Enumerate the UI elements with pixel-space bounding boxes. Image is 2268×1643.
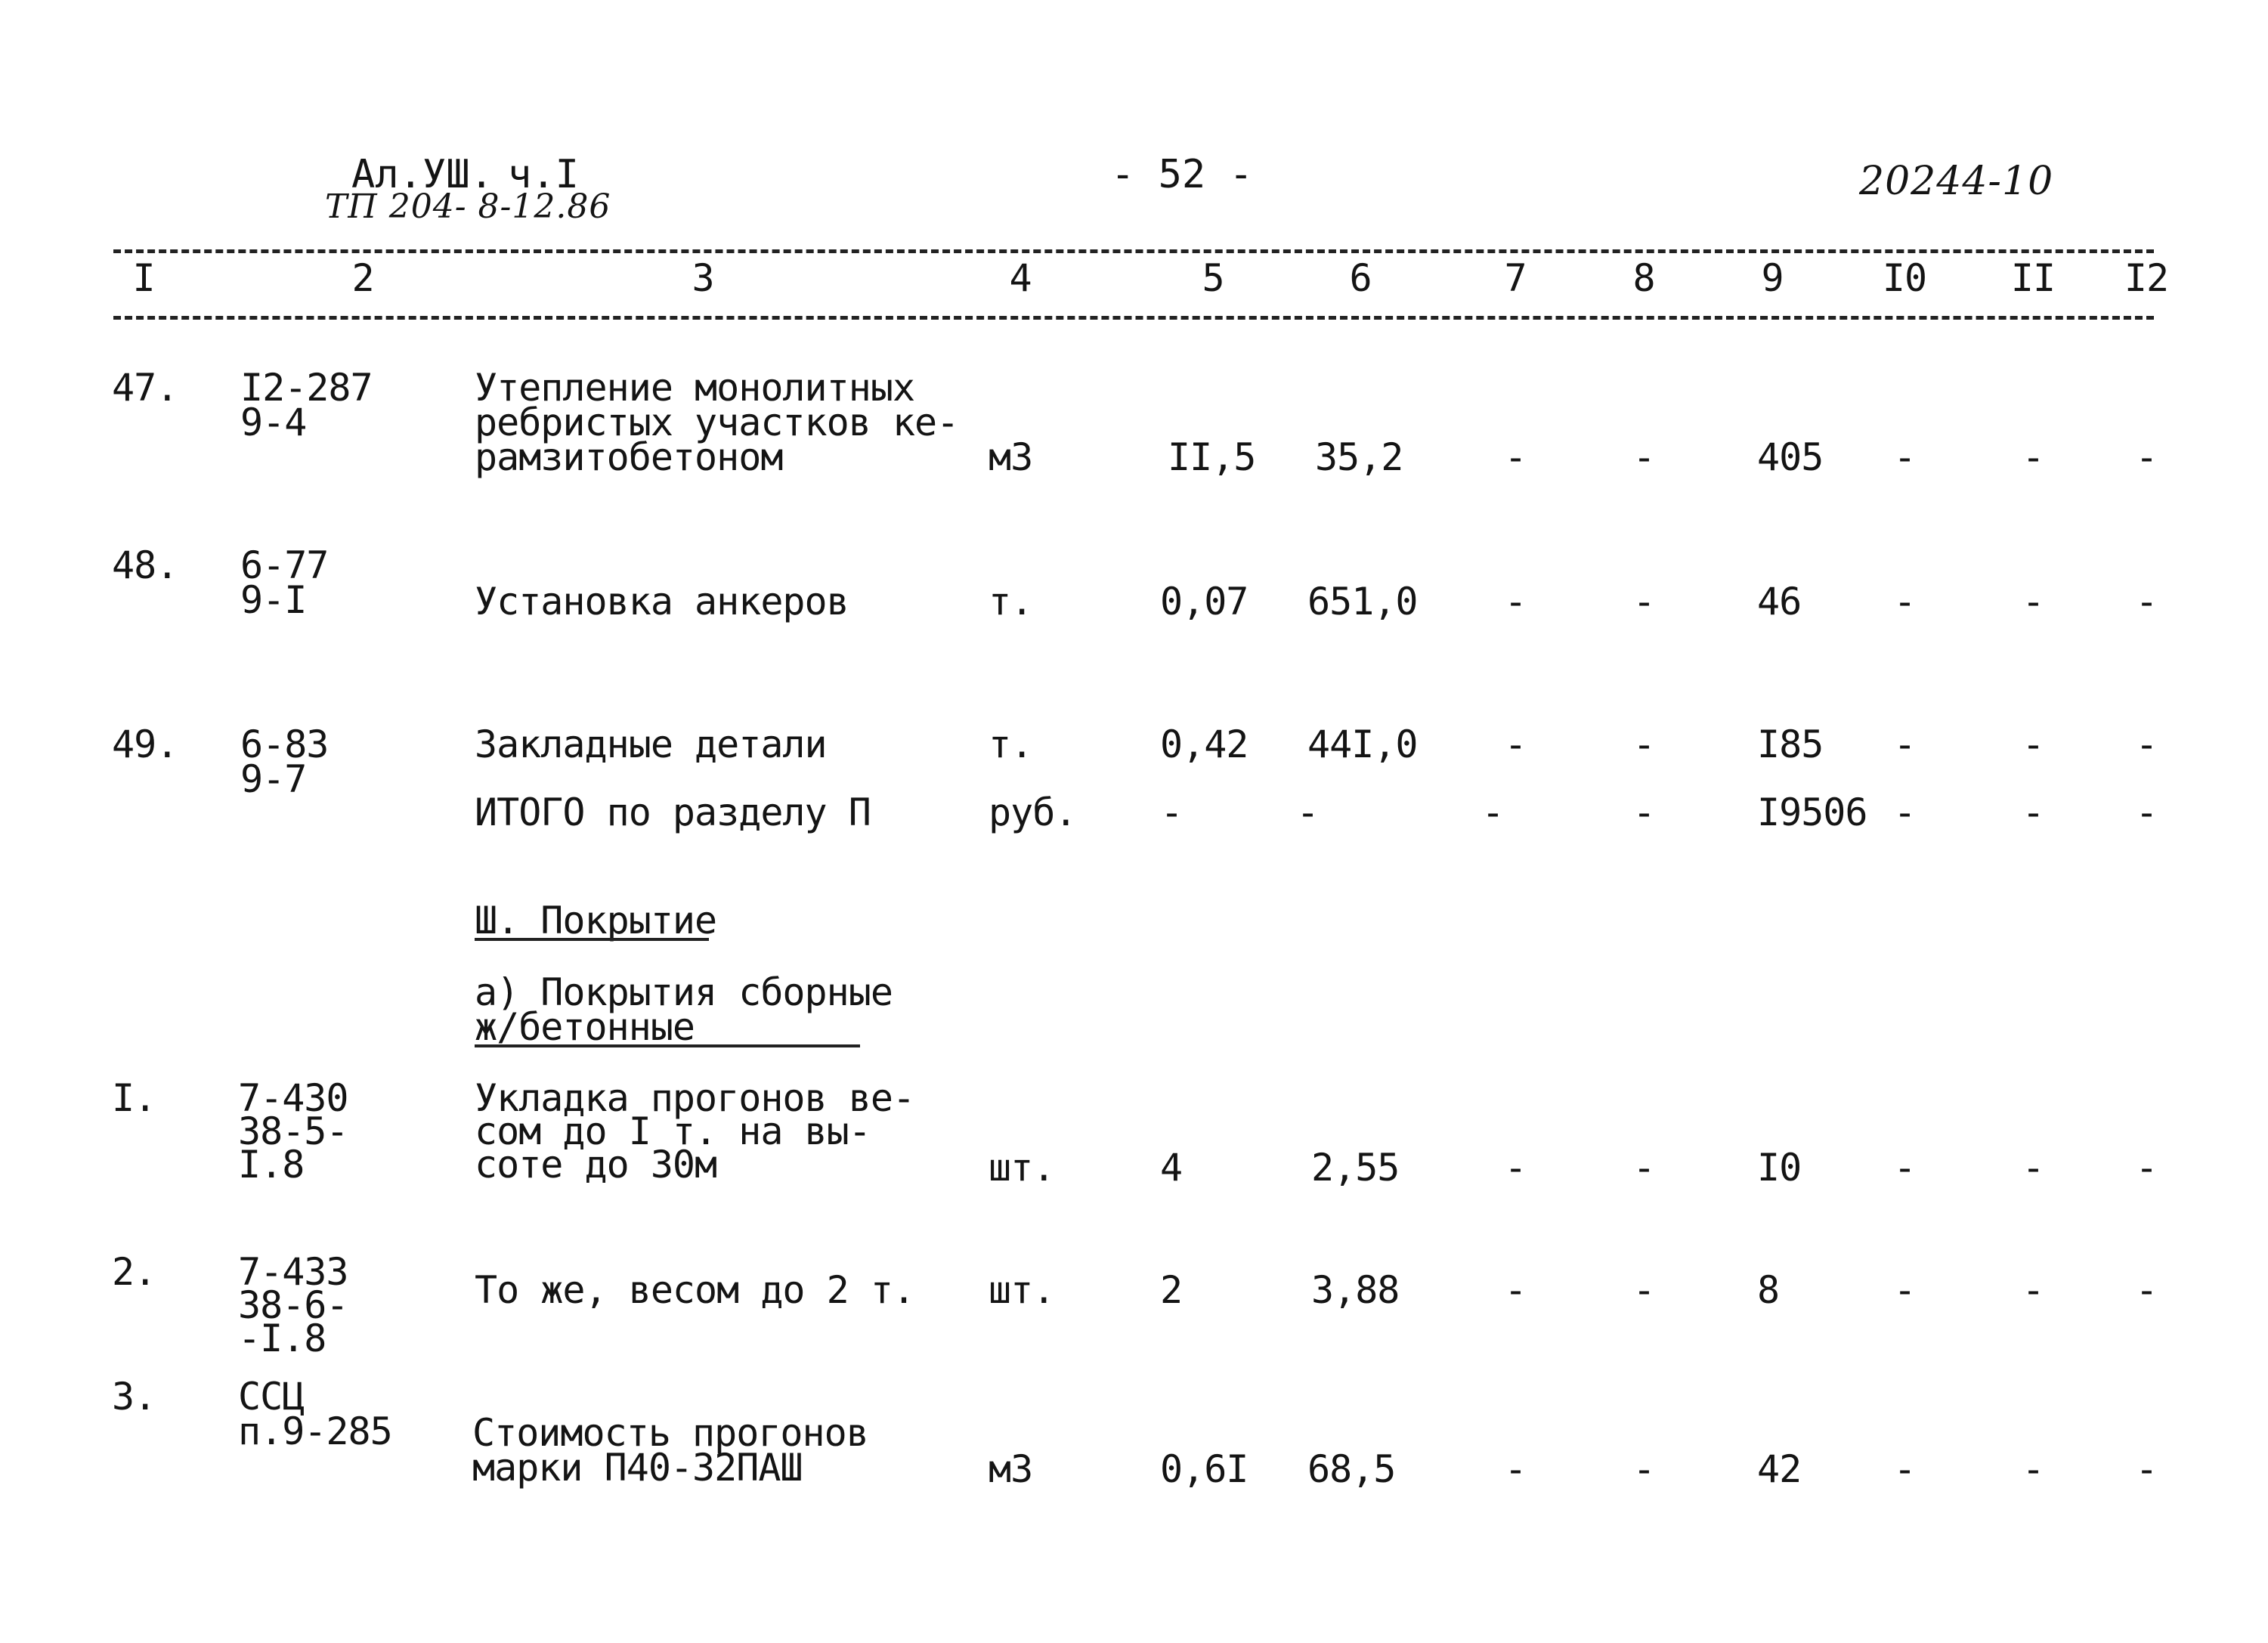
col-header-1: I [132,256,155,300]
unit: м3 [989,435,1033,479]
quantity: II,5 [1168,435,1256,479]
rate-code: 7-430 [238,1076,348,1120]
rate-code: I2-287 [240,366,373,410]
unit-cost: 44I,0 [1307,722,1418,766]
rate-code: 9-I [240,578,307,622]
col10-value: - [1893,1146,1916,1190]
col7-value: - [1481,791,1504,834]
col11-value: - [2022,1447,2044,1491]
unit: шт. [989,1146,1055,1190]
col-header-2: 2 [351,256,374,300]
subsection-title: ж/бетонные [475,1005,695,1049]
header-bottom-rule [113,316,2154,320]
col11-value: - [2022,1146,2044,1190]
rate-code: 38-6- [238,1283,348,1327]
col-header-11: II [2010,256,2056,300]
col-header-12: I2 [2124,256,2169,300]
total-cost: 42 [1757,1447,1802,1491]
col7-value: - [1504,722,1527,766]
work-description: Укладка прогонов ве- [475,1076,915,1120]
unit-cost: 35,2 [1315,435,1403,479]
col8-value: - [1632,722,1655,766]
quantity: 0,42 [1160,722,1248,766]
work-description: Закладные детали [475,722,827,766]
quantity: 0,6I [1160,1447,1248,1491]
unit: шт. [989,1268,1055,1312]
section-title-underline [475,938,709,941]
col8-value: - [1632,1268,1655,1312]
quantity: 4 [1160,1146,1183,1190]
section-total: I9506 [1757,791,1867,834]
col12-value: - [2135,435,2158,479]
work-description: Установка анкеров [475,580,849,623]
col6-value: - [1296,791,1319,834]
col12-value: - [2135,722,2158,766]
work-description: Стоимость прогонов [472,1411,868,1455]
col12-value: - [2135,580,2158,623]
subsection-underline [475,1044,860,1047]
col12-value: - [2135,1268,2158,1312]
rate-code: п.9-285 [238,1409,392,1453]
col10-value: - [1893,435,1916,479]
col-header-7: 7 [1504,256,1527,300]
col-header-4: 4 [1009,256,1032,300]
total-cost: 405 [1757,435,1824,479]
section-title: Ш. Покрытие [475,899,717,942]
unit: т. [989,580,1033,623]
col11-value: - [2022,580,2044,623]
work-description: То же, весом до 2 т. [475,1268,915,1312]
col7-value: - [1504,435,1527,479]
row-number: 48. [112,543,178,587]
row-number: 3. [112,1375,156,1419]
subsection-title: а) Покрытия сборные [475,970,893,1014]
total-cost: I0 [1757,1146,1802,1190]
total-cost: I85 [1757,722,1824,766]
work-description: марки П40-32ПАШ [472,1446,803,1490]
col8-value: - [1632,1146,1655,1190]
rate-code: ССЦ [238,1375,305,1419]
col5-value: - [1160,791,1183,834]
document-number: 20244-10 [1859,159,2054,204]
work-description: рамзитобетоном [475,435,783,479]
unit: т. [989,722,1033,766]
work-description: Утепление монолитных [475,366,915,410]
total-cost: 46 [1757,580,1802,623]
quantity: 0,07 [1160,580,1248,623]
rate-code: 9-7 [240,757,307,801]
page-number: - 52 - [1111,152,1253,197]
col12-value: - [2135,791,2158,834]
rate-code: 7-433 [238,1250,348,1294]
unit-cost: 3,88 [1311,1268,1400,1312]
col10-value: - [1893,791,1916,834]
col12-value: - [2135,1146,2158,1190]
col-header-9: 9 [1761,256,1784,300]
row-number: 49. [112,722,178,766]
col7-value: - [1504,580,1527,623]
rate-code: I.8 [238,1143,305,1187]
header-top-rule [113,249,2154,253]
col12-value: - [2135,1447,2158,1491]
col7-value: - [1504,1447,1527,1491]
rate-code: 6-83 [240,722,329,766]
quantity: 2 [1160,1268,1183,1312]
col7-value: - [1504,1146,1527,1190]
unit-cost: 651,0 [1307,580,1418,623]
album-label: Ал.УШ. [351,152,494,197]
work-description: ребристых участков ке- [475,401,959,444]
col11-value: - [2022,791,2044,834]
unit-cost: 68,5 [1307,1447,1396,1491]
col-header-5: 5 [1202,256,1224,300]
row-number: 47. [112,366,178,410]
col8-value: - [1632,580,1655,623]
rate-code: 9-4 [240,401,307,444]
rate-code: 6-77 [240,543,329,587]
rate-code: -I.8 [238,1317,326,1360]
work-description: сом до I т. на вы- [475,1109,871,1153]
row-number: I. [112,1076,156,1120]
col8-value: - [1632,1447,1655,1491]
col11-value: - [2022,435,2044,479]
col10-value: - [1893,1268,1916,1312]
col-header-10: I0 [1882,256,1927,300]
unit: м3 [989,1447,1033,1491]
unit: руб. [989,791,1077,834]
part-label: ч.I [508,152,579,197]
row-number: 2. [112,1250,156,1294]
col8-value: - [1632,435,1655,479]
total-cost: 8 [1757,1268,1780,1312]
unit-cost: 2,55 [1311,1146,1400,1190]
col-header-8: 8 [1632,256,1655,300]
col11-value: - [2022,722,2044,766]
col10-value: - [1893,1447,1916,1491]
col7-value: - [1504,1268,1527,1312]
total-label: ИТОГО по разделу П [475,791,871,834]
col-header-6: 6 [1349,256,1372,300]
work-description: соте до 30м [475,1143,717,1187]
col10-value: - [1893,580,1916,623]
project-code: ТП 204- 8-12.86 [325,187,611,226]
rate-code: 38-5- [238,1109,348,1153]
col8-value: - [1632,791,1655,834]
col-header-3: 3 [692,256,714,300]
col10-value: - [1893,722,1916,766]
col11-value: - [2022,1268,2044,1312]
